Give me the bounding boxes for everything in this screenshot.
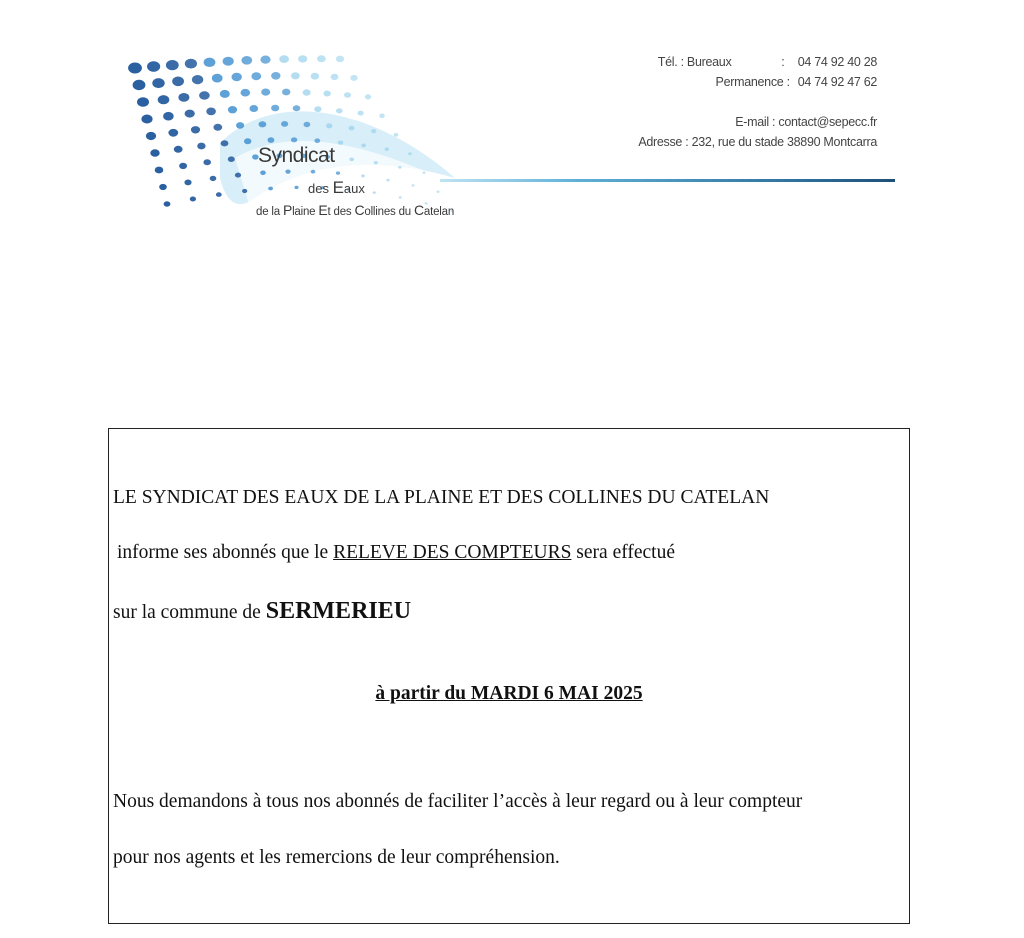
notice-line-commune: sur la commune de SERMERIEU bbox=[113, 598, 412, 624]
notice-box bbox=[108, 428, 910, 924]
address-label: Adresse : bbox=[638, 135, 689, 149]
notice-line-request: Nous demandons à tous nos abonnés de faciliter l’accès à leur regard ou à leur compteur bbox=[113, 791, 803, 812]
syndicat-logo bbox=[125, 48, 475, 233]
notice-line-thanks: pour nos agents et les remercions de leur compréhension. bbox=[113, 847, 560, 868]
header-rule bbox=[440, 179, 895, 182]
phone-bureaux-separator: : bbox=[781, 55, 785, 69]
phone-permanence-value: 04 74 92 47 62 bbox=[797, 75, 877, 89]
phone-bureaux bbox=[658, 55, 877, 69]
phone-bureaux-value: 04 74 92 40 28 bbox=[797, 55, 877, 69]
phone-permanence bbox=[716, 75, 877, 89]
notice-line-releve: informe ses abonnés que le RELEVE DES COMPTEURS sera effectué bbox=[117, 542, 675, 563]
notice-line-syndicat: LE SYNDICAT DES EAUX DE LA PLAINE ET DES COLLINES DU CATELAN bbox=[113, 487, 770, 508]
phone-bureaux-label: Tél. : Bureaux bbox=[657, 55, 732, 69]
email-label: E-mail : bbox=[735, 115, 776, 129]
logo-plaine-collines-text: de la Plaine Et des Collines du Catelan bbox=[256, 202, 455, 218]
address bbox=[638, 135, 877, 149]
logo-syndicat-text: Syndicat bbox=[258, 144, 335, 167]
letterhead bbox=[0, 0, 1024, 240]
address-value: 232, rue du stade 38890 Montcarra bbox=[691, 135, 877, 149]
logo-des-eaux-text: des Eaux bbox=[308, 178, 365, 197]
town-name: SERMERIEU bbox=[265, 598, 412, 624]
releve-des-compteurs: RELEVE DES COMPTEURS bbox=[333, 542, 572, 563]
phone-permanence-label: Permanence : bbox=[715, 75, 790, 89]
notice-line-date: à partir du MARDI 6 MAI 2025 bbox=[375, 683, 643, 704]
email bbox=[735, 115, 877, 129]
email-value: contact@sepecc.fr bbox=[778, 115, 877, 129]
